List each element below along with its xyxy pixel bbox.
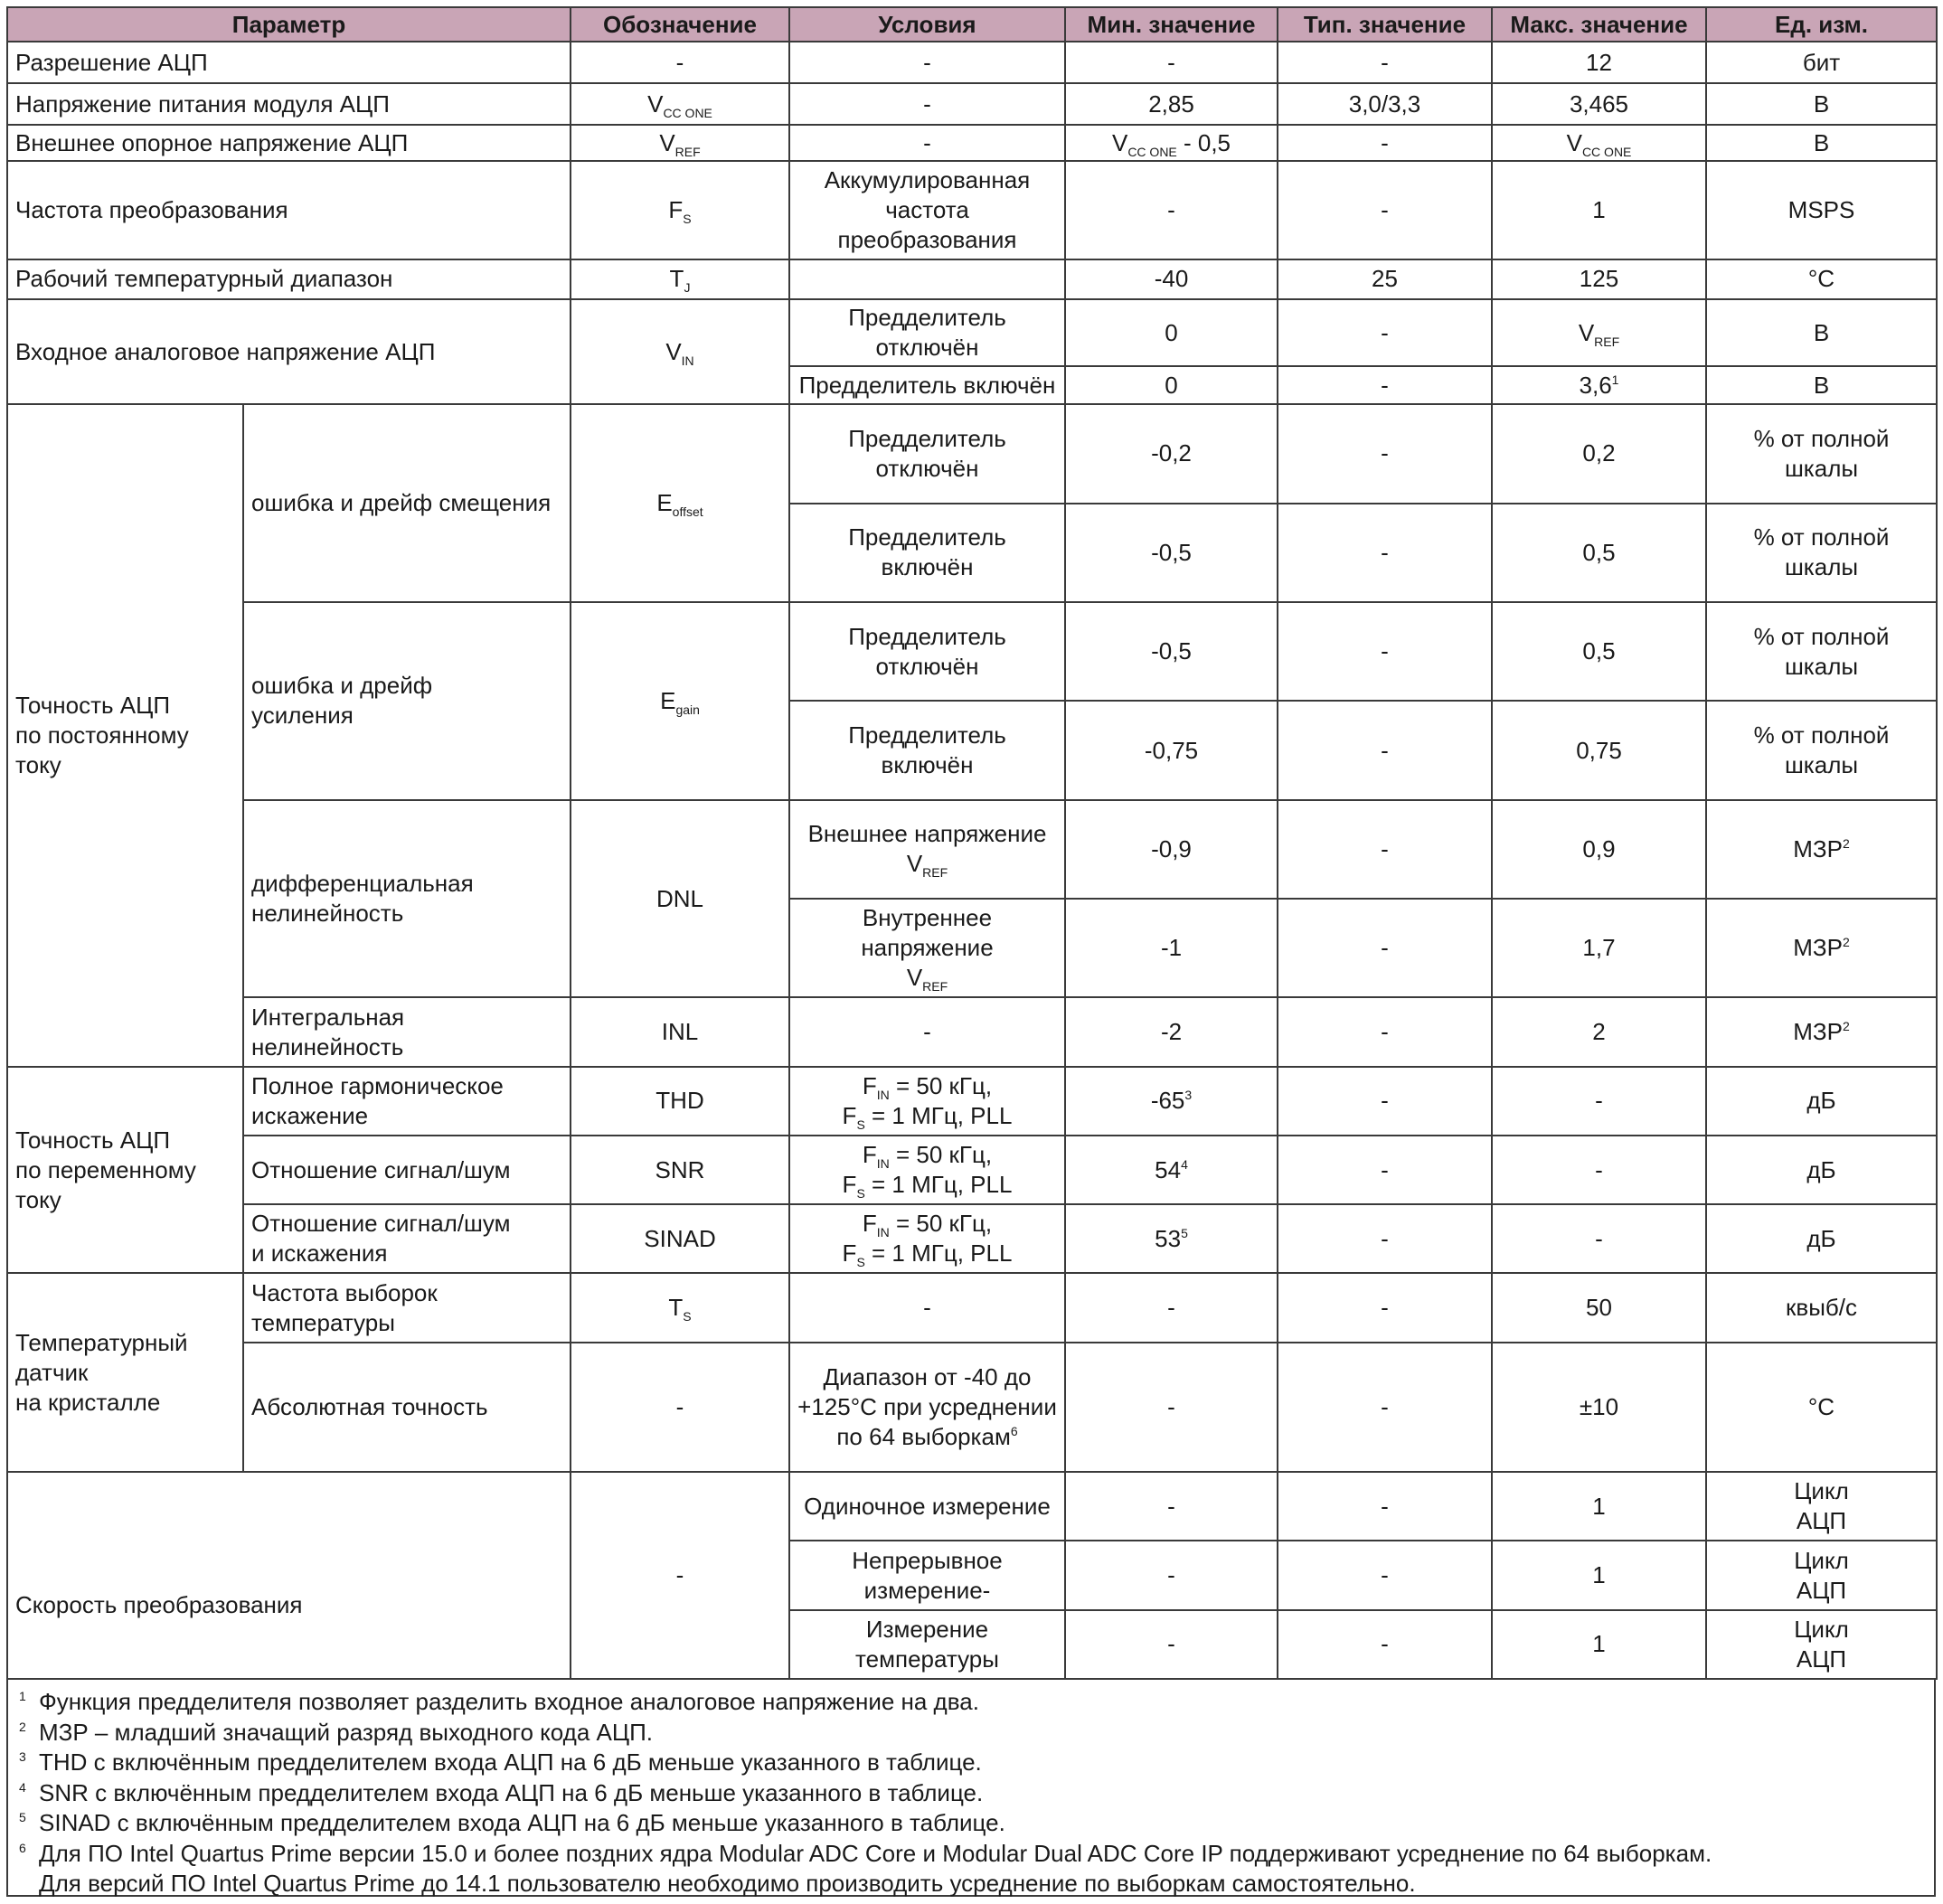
symbol-cell: $V_{IN}$ — [571, 299, 789, 404]
unit-cell: В — [1706, 125, 1937, 161]
max-cell: - — [1492, 1067, 1706, 1136]
max-cell: 1 — [1492, 1541, 1706, 1609]
typ-cell: - — [1278, 701, 1492, 799]
max-cell: 50 — [1492, 1273, 1706, 1342]
min-cell: $V_{CC ONE} - 0,5$ — [1065, 125, 1278, 161]
condition-cell: Предделитель включён — [789, 366, 1065, 404]
group-dc-accuracy: Точность АЦП по постоянному току — [7, 404, 243, 1066]
param-cell: Внешнее опорное напряжение АЦП — [7, 125, 571, 161]
param-cell: Отношение сигнал/шум и искажения — [243, 1204, 571, 1273]
footnote: $^5$ SINAD с включённым предделителем входа АЦП на 6 дБ меньше указанного в таблице. — [19, 1809, 1005, 1836]
condition-cell: - — [789, 997, 1065, 1066]
max-cell: 2 — [1492, 997, 1706, 1066]
param-cell: ошибка и дрейф смещения — [243, 404, 571, 602]
typ-cell: - — [1278, 1067, 1492, 1136]
table-row — [7, 1136, 1937, 1204]
max-cell: 3,465 — [1492, 83, 1706, 125]
symbol-cell: $T_J$ — [571, 259, 789, 299]
param-cell: Скорость преобразования — [7, 1472, 571, 1679]
min-cell: -0,5 — [1065, 602, 1278, 701]
min-cell: - — [1065, 1472, 1278, 1541]
typ-cell: - — [1278, 404, 1492, 503]
min-cell: - — [1065, 1273, 1278, 1342]
condition-cell: Предделитель отключён — [789, 299, 1065, 366]
param-cell: Частота выборок температуры — [243, 1273, 571, 1342]
unit-cell: В — [1706, 366, 1937, 404]
max-cell: 0,5 — [1492, 602, 1706, 701]
footnote-continuation: Для версий ПО Intel Quartus Prime до 14.1 пользователю необходимо производить усреднение по выборкам самостоятельно. — [39, 1870, 1416, 1897]
symbol-cell: - — [571, 1343, 789, 1472]
min-cell: -40 — [1065, 259, 1278, 299]
param-cell: Напряжение питания модуля АЦП — [7, 83, 571, 125]
condition-cell: Внешнее напряжение $V_{REF}$ — [789, 800, 1065, 899]
typ-cell: - — [1278, 504, 1492, 602]
condition-cell: Внутреннее напряжение $V_{REF}$ — [789, 899, 1065, 997]
condition-cell: $F_{IN} = 50$ кГц, $F_S = 1$ МГц, PLL — [789, 1136, 1065, 1204]
table-row — [7, 125, 1937, 161]
group-ac-accuracy: Точность АЦП по переменному току — [7, 1067, 243, 1274]
symbol-cell: INL — [571, 997, 789, 1066]
symbol-cell: SINAD — [571, 1204, 789, 1273]
unit-cell: В — [1706, 299, 1937, 366]
param-cell: Отношение сигнал/шум — [243, 1136, 571, 1204]
unit-cell: % от полной шкалы — [1706, 404, 1937, 503]
max-cell: 1 — [1492, 161, 1706, 259]
condition-cell: Предделитель отключён — [789, 602, 1065, 701]
table-row — [7, 1273, 1937, 1342]
condition-cell — [789, 259, 1065, 299]
unit-cell: % от полной шкалы — [1706, 602, 1937, 701]
typ-cell: - — [1278, 366, 1492, 404]
footnote: $^6$ Для ПО Intel Quartus Prime версии 15.0 и более поздних ядра Modular ADC Core и Modular Dual ADC Core IP поддерживают усреднение по 64 выборкам. — [19, 1839, 1712, 1867]
param-cell: Абсолютная точность — [243, 1343, 571, 1472]
symbol-cell: DNL — [571, 800, 789, 998]
condition-cell: - — [789, 83, 1065, 125]
col-header-typ: Тип. значение — [1278, 7, 1492, 42]
max-cell: 1,7 — [1492, 899, 1706, 997]
max-cell: 0,9 — [1492, 800, 1706, 899]
unit-cell: квыб/с — [1706, 1273, 1937, 1342]
min-cell: $53^5$ — [1065, 1204, 1278, 1273]
typ-cell: 25 — [1278, 259, 1492, 299]
symbol-cell: - — [571, 42, 789, 83]
min-cell: -0,9 — [1065, 800, 1278, 899]
table-row — [7, 997, 1937, 1066]
footnote: $^3$ THD с включённым предделителем входа АЦП на 6 дБ меньше указанного в таблице. — [19, 1748, 982, 1776]
param-cell: Интегральная нелинейность — [243, 997, 571, 1066]
min-cell: 0 — [1065, 299, 1278, 366]
unit-cell: °C — [1706, 259, 1937, 299]
typ-cell: - — [1278, 161, 1492, 259]
col-header-min: Мин. значение — [1065, 7, 1278, 42]
symbol-cell: $V_{CC ONE}$ — [571, 83, 789, 125]
unit-cell: °C — [1706, 1343, 1937, 1472]
symbol-cell: $V_{REF}$ — [571, 125, 789, 161]
condition-cell: - — [789, 42, 1065, 83]
max-cell: $V_{CC ONE}$ — [1492, 125, 1706, 161]
typ-cell: - — [1278, 1273, 1492, 1342]
param-cell: Входное аналоговое напряжение АЦП — [7, 299, 571, 404]
max-cell: 1 — [1492, 1472, 1706, 1541]
unit-cell: дБ — [1706, 1204, 1937, 1273]
unit-cell: Цикл АЦП — [1706, 1541, 1937, 1609]
col-header-parameter: Параметр — [7, 7, 571, 42]
param-cell: Рабочий температурный диапазон — [7, 259, 571, 299]
max-cell: $3,6^1$ — [1492, 366, 1706, 404]
condition-cell: Предделитель отключён — [789, 404, 1065, 503]
min-cell: -0,75 — [1065, 701, 1278, 799]
unit-cell: MSPS — [1706, 161, 1937, 259]
table-row — [7, 299, 1937, 366]
unit-cell: % от полной шкалы — [1706, 504, 1937, 602]
min-cell: - — [1065, 42, 1278, 83]
symbol-cell: $E_{offset}$ — [571, 404, 789, 602]
adc-spec-table — [6, 6, 1938, 1680]
param-cell: Полное гармоническое искажение — [243, 1067, 571, 1136]
table-row — [7, 161, 1937, 259]
footnote: $^2$ МЗР – младший значащий разряд выходного кода АЦП. — [19, 1718, 654, 1746]
table-row — [7, 1067, 1937, 1136]
min-cell: -1 — [1065, 899, 1278, 997]
table-row — [7, 1472, 1937, 1541]
unit-cell: МЗР$^2$ — [1706, 899, 1937, 997]
typ-cell: - — [1278, 299, 1492, 366]
max-cell: ±10 — [1492, 1343, 1706, 1472]
min-cell: - — [1065, 1541, 1278, 1609]
table-row — [7, 83, 1937, 125]
table-row — [7, 259, 1937, 299]
footnote: $^4$ SNR с включённым предделителем входа АЦП на 6 дБ меньше указанного в таблице. — [19, 1778, 984, 1806]
group-temp-sensor: Температурный датчик на кристалле — [7, 1273, 243, 1472]
unit-cell: В — [1706, 83, 1937, 125]
param-cell: Частота преобразования — [7, 161, 571, 259]
typ-cell: 3,0/3,3 — [1278, 83, 1492, 125]
unit-cell: Цикл АЦП — [1706, 1610, 1937, 1679]
typ-cell: - — [1278, 602, 1492, 701]
condition-cell: Предделитель включён — [789, 504, 1065, 602]
header-row — [7, 7, 1937, 42]
symbol-cell: - — [571, 1472, 789, 1679]
min-cell: 2,85 — [1065, 83, 1278, 125]
unit-cell: дБ — [1706, 1067, 1937, 1136]
min-cell: -2 — [1065, 997, 1278, 1066]
condition-cell: - — [789, 125, 1065, 161]
footnotes — [6, 1680, 1936, 1897]
max-cell: 1 — [1492, 1610, 1706, 1679]
col-header-unit: Ед. изм. — [1706, 7, 1937, 42]
symbol-cell: SNR — [571, 1136, 789, 1204]
unit-cell: % от полной шкалы — [1706, 701, 1937, 799]
unit-cell: дБ — [1706, 1136, 1937, 1204]
max-cell: - — [1492, 1136, 1706, 1204]
typ-cell: - — [1278, 125, 1492, 161]
condition-cell: Диапазон от -40 до +125°C при усреднении по 64 выборкам$^6$ — [789, 1343, 1065, 1472]
typ-cell: - — [1278, 1136, 1492, 1204]
table-row — [7, 602, 1937, 701]
condition-cell: - — [789, 1273, 1065, 1342]
condition-cell: Аккумулированная частота преобразования — [789, 161, 1065, 259]
table-row — [7, 42, 1937, 83]
unit-cell: бит — [1706, 42, 1937, 83]
symbol-cell: $T_S$ — [571, 1273, 789, 1342]
min-cell: -0,5 — [1065, 504, 1278, 602]
max-cell: 125 — [1492, 259, 1706, 299]
condition-cell: Одиночное измерение — [789, 1472, 1065, 1541]
condition-cell: Предделитель включён — [789, 701, 1065, 799]
col-header-max: Макс. значение — [1492, 7, 1706, 42]
table-row — [7, 800, 1937, 899]
max-cell: 0,5 — [1492, 504, 1706, 602]
max-cell: - — [1492, 1204, 1706, 1273]
typ-cell: - — [1278, 1472, 1492, 1541]
param-cell: Разрешение АЦП — [7, 42, 571, 83]
typ-cell: - — [1278, 997, 1492, 1066]
table-row — [7, 1204, 1937, 1273]
condition-cell: Непрерывное измерение- — [789, 1541, 1065, 1609]
unit-cell: МЗР$^2$ — [1706, 800, 1937, 899]
typ-cell: - — [1278, 800, 1492, 899]
typ-cell: - — [1278, 1343, 1492, 1472]
min-cell: - — [1065, 1610, 1278, 1679]
condition-cell: $F_{IN} = 50$ кГц, $F_S = 1$ МГц, PLL — [789, 1067, 1065, 1136]
min-cell: 0 — [1065, 366, 1278, 404]
param-cell: ошибка и дрейф усиления — [243, 602, 571, 800]
table-row — [7, 404, 1937, 503]
typ-cell: - — [1278, 899, 1492, 997]
condition-cell: Измерение температуры — [789, 1610, 1065, 1679]
max-cell: 12 — [1492, 42, 1706, 83]
symbol-cell: $E_{gain}$ — [571, 602, 789, 800]
symbol-cell: THD — [571, 1067, 789, 1136]
unit-cell: Цикл АЦП — [1706, 1472, 1937, 1541]
min-cell: $54^4$ — [1065, 1136, 1278, 1204]
symbol-cell: $F_S$ — [571, 161, 789, 259]
param-cell: дифференциальная нелинейность — [243, 800, 571, 998]
col-header-conditions: Условия — [789, 7, 1065, 42]
max-cell: $V_{REF}$ — [1492, 299, 1706, 366]
min-cell: - — [1065, 161, 1278, 259]
unit-cell: МЗР$^2$ — [1706, 997, 1937, 1066]
typ-cell: - — [1278, 42, 1492, 83]
min-cell: $-65^3$ — [1065, 1067, 1278, 1136]
typ-cell: - — [1278, 1610, 1492, 1679]
max-cell: 0,2 — [1492, 404, 1706, 503]
table-row — [7, 1343, 1937, 1472]
footnote: $^1$ Функция предделителя позволяет разделить входное аналоговое напряжение на два. — [19, 1688, 979, 1715]
typ-cell: - — [1278, 1204, 1492, 1273]
min-cell: -0,2 — [1065, 404, 1278, 503]
typ-cell: - — [1278, 1541, 1492, 1609]
col-header-symbol: Обозначение — [571, 7, 789, 42]
max-cell: 0,75 — [1492, 701, 1706, 799]
condition-cell: $F_{IN} = 50$ кГц, $F_S = 1$ МГц, PLL — [789, 1204, 1065, 1273]
min-cell: - — [1065, 1343, 1278, 1472]
